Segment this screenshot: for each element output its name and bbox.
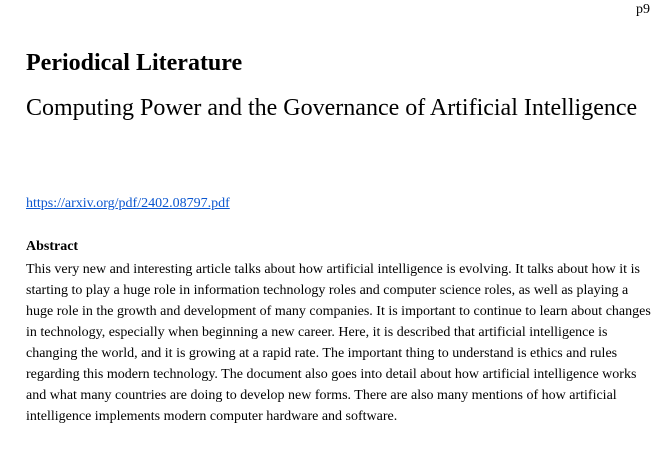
article-title: Computing Power and the Governance of Artificial Intelligence <box>26 95 638 121</box>
abstract-body: This very new and interesting article talks about how artificial intelligence is evolving. It talks about how it is starting to play a huge role in information technology roles and computer science roles, as well as playing a huge role in the growth and development of many companies. It is important to continue to learn about changes in technology, especially when beginning a new career. Here, it is described that artificial intelligence is changing the world, and it is growing at a rapid rate. The important thing to understand is ethics and rules regarding this modern technology. The document also goes into detail about how artificial intelligence works and what many countries are doing to develop new forms. There are also many mentions of how artificial intelligence implements modern computer hardware and software. <box>26 262 651 424</box>
section-heading: Periodical Literature <box>26 50 243 76</box>
page-number: p9 <box>636 2 650 17</box>
abstract-heading: Abstract <box>26 239 79 254</box>
article-link[interactable]: https://arxiv.org/pdf/2402.08797.pdf <box>26 196 230 211</box>
